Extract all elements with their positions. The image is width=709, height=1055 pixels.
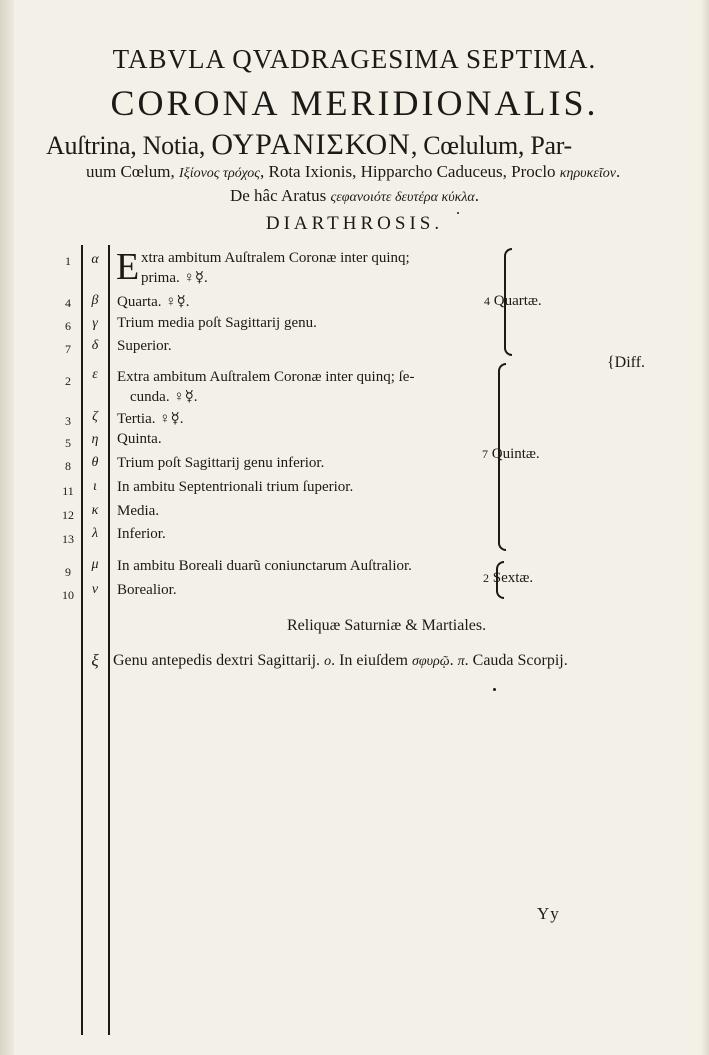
names-line-2: uum Cœlum, Ιξίονος τρόχος, Rota Ixionis, Hipparcho Caduceus, Proclo κηρυκεῖον. bbox=[86, 162, 621, 181]
star-letter: α bbox=[91, 252, 99, 267]
signature-mark: Yy bbox=[537, 904, 560, 923]
star-description: Inferior. bbox=[117, 526, 166, 542]
names-latin-4: , Rota Ixionis, Hipparcho Caduceus, Proclo bbox=[259, 162, 560, 181]
star-letter: ι bbox=[93, 479, 97, 494]
star-description: Superior. bbox=[117, 338, 172, 354]
group-label bbox=[484, 293, 542, 310]
star-description: Quarta. ♀☿. bbox=[117, 294, 190, 310]
ink-dot bbox=[493, 688, 496, 691]
page-edge-left bbox=[0, 0, 14, 1055]
star-number: 10 bbox=[62, 588, 74, 602]
aratus-greek: ςεφανοιότε δευτέρα κύκλα bbox=[330, 190, 475, 205]
star-description: Trium poſt Sagittarij genu inferior. bbox=[117, 455, 325, 471]
star-description: Extra ambitum Auſtralem Coronæ inter quinq; ſe- bbox=[117, 369, 415, 385]
star-description: Media. bbox=[117, 503, 160, 519]
group-name: Sextæ. bbox=[492, 570, 534, 586]
star-letter-xi: ξ bbox=[91, 651, 99, 670]
star-description-cont: cunda. ♀☿. bbox=[130, 389, 198, 405]
constellation-title: CORONA MERIDIONALIS. bbox=[110, 83, 599, 123]
star-number: 5 bbox=[65, 436, 71, 450]
names-latin-3: uum Cœlum, bbox=[86, 162, 180, 181]
group-label bbox=[483, 570, 533, 587]
star-description: Quinta. bbox=[117, 431, 162, 447]
star-letter: ε bbox=[92, 367, 98, 382]
group-name: Quintæ. bbox=[491, 446, 540, 462]
star-description: Trium media poſt Sagittarij genu. bbox=[117, 315, 317, 331]
star-letter: θ bbox=[91, 455, 99, 470]
group-count: 7 bbox=[482, 447, 488, 461]
names-greek-2: Ιξίονος τρόχος bbox=[179, 166, 260, 181]
star-letter: κ bbox=[91, 503, 99, 518]
names-latin-2: , Cœlulum, Par- bbox=[410, 131, 572, 160]
star-description: Borealior. bbox=[117, 582, 177, 598]
group-count: 4 bbox=[484, 294, 490, 308]
star-number: 1 bbox=[65, 254, 71, 268]
greek-sphyro: σφυρῷ bbox=[411, 654, 450, 669]
group-count: 2 bbox=[483, 571, 489, 585]
names-latin-1: Auſtrina, Notia, bbox=[46, 131, 212, 160]
table-title: TABVLA QVADRAGESIMA SEPTIMA. bbox=[112, 44, 597, 74]
star-description: In ambitu Septentrionali trium ſuperior. bbox=[117, 479, 354, 495]
ink-dot bbox=[457, 212, 459, 214]
star-letter: μ bbox=[91, 557, 99, 572]
omicron-letter: ο bbox=[324, 654, 332, 669]
reliquae-note: Reliquæ Saturniæ & Martiales. bbox=[287, 617, 487, 634]
star-number: 8 bbox=[65, 459, 71, 473]
diff-note: {Diff. bbox=[607, 354, 646, 371]
aratus-line: De hâc Aratus ςεφανοιότε δευτέρα κύκλα. bbox=[229, 186, 480, 205]
star-number: 2 bbox=[65, 374, 71, 388]
star-letter: δ bbox=[91, 338, 99, 353]
star-number: 9 bbox=[65, 565, 71, 579]
star-letter: γ bbox=[92, 316, 98, 331]
star-number: 12 bbox=[62, 508, 74, 522]
star-letter: λ bbox=[91, 526, 99, 541]
star-description: In ambitu Boreali duarũ coniunctarum Auſtralior. bbox=[117, 558, 412, 574]
star-letter: ν bbox=[91, 582, 99, 597]
star-letter: ζ bbox=[92, 409, 98, 424]
star-letter: η bbox=[91, 432, 99, 447]
star-number: 11 bbox=[62, 484, 74, 498]
group-label bbox=[482, 446, 540, 463]
names-greek-1: ΟΥΡΑΝΙΣΚΟΝ bbox=[211, 128, 411, 161]
star-number: 7 bbox=[65, 342, 71, 356]
column-rule-2 bbox=[108, 245, 110, 1035]
names-greek-3: κηρυκεῖον bbox=[559, 166, 616, 181]
pi-letter: π bbox=[457, 654, 465, 669]
star-number: 3 bbox=[65, 414, 71, 428]
diarthrosis-heading: DIARTHROSIS. bbox=[265, 213, 444, 234]
xi-description: Genu antepedis dextri Sagittarij. ο. In eiuſdem σφυρῷ. π. Cauda Scorpij. bbox=[113, 652, 568, 669]
page-edge-right bbox=[701, 0, 709, 1055]
star-number: 6 bbox=[65, 319, 71, 333]
star-description-cont: prima. ♀☿. bbox=[141, 270, 208, 286]
star-description: xtra ambitum Auſtralem Coronæ inter quinq; bbox=[141, 250, 410, 266]
star-number: 4 bbox=[65, 296, 71, 310]
star-letter: β bbox=[91, 293, 99, 308]
aratus-latin: De hâc Aratus bbox=[229, 186, 331, 205]
star-number: 13 bbox=[62, 532, 74, 546]
drop-cap: E bbox=[116, 246, 140, 288]
group-name: Quartæ. bbox=[493, 293, 542, 309]
column-rule-1 bbox=[81, 245, 83, 1035]
names-line-1 bbox=[46, 128, 572, 162]
star-description: Tertia. ♀☿. bbox=[117, 411, 184, 427]
